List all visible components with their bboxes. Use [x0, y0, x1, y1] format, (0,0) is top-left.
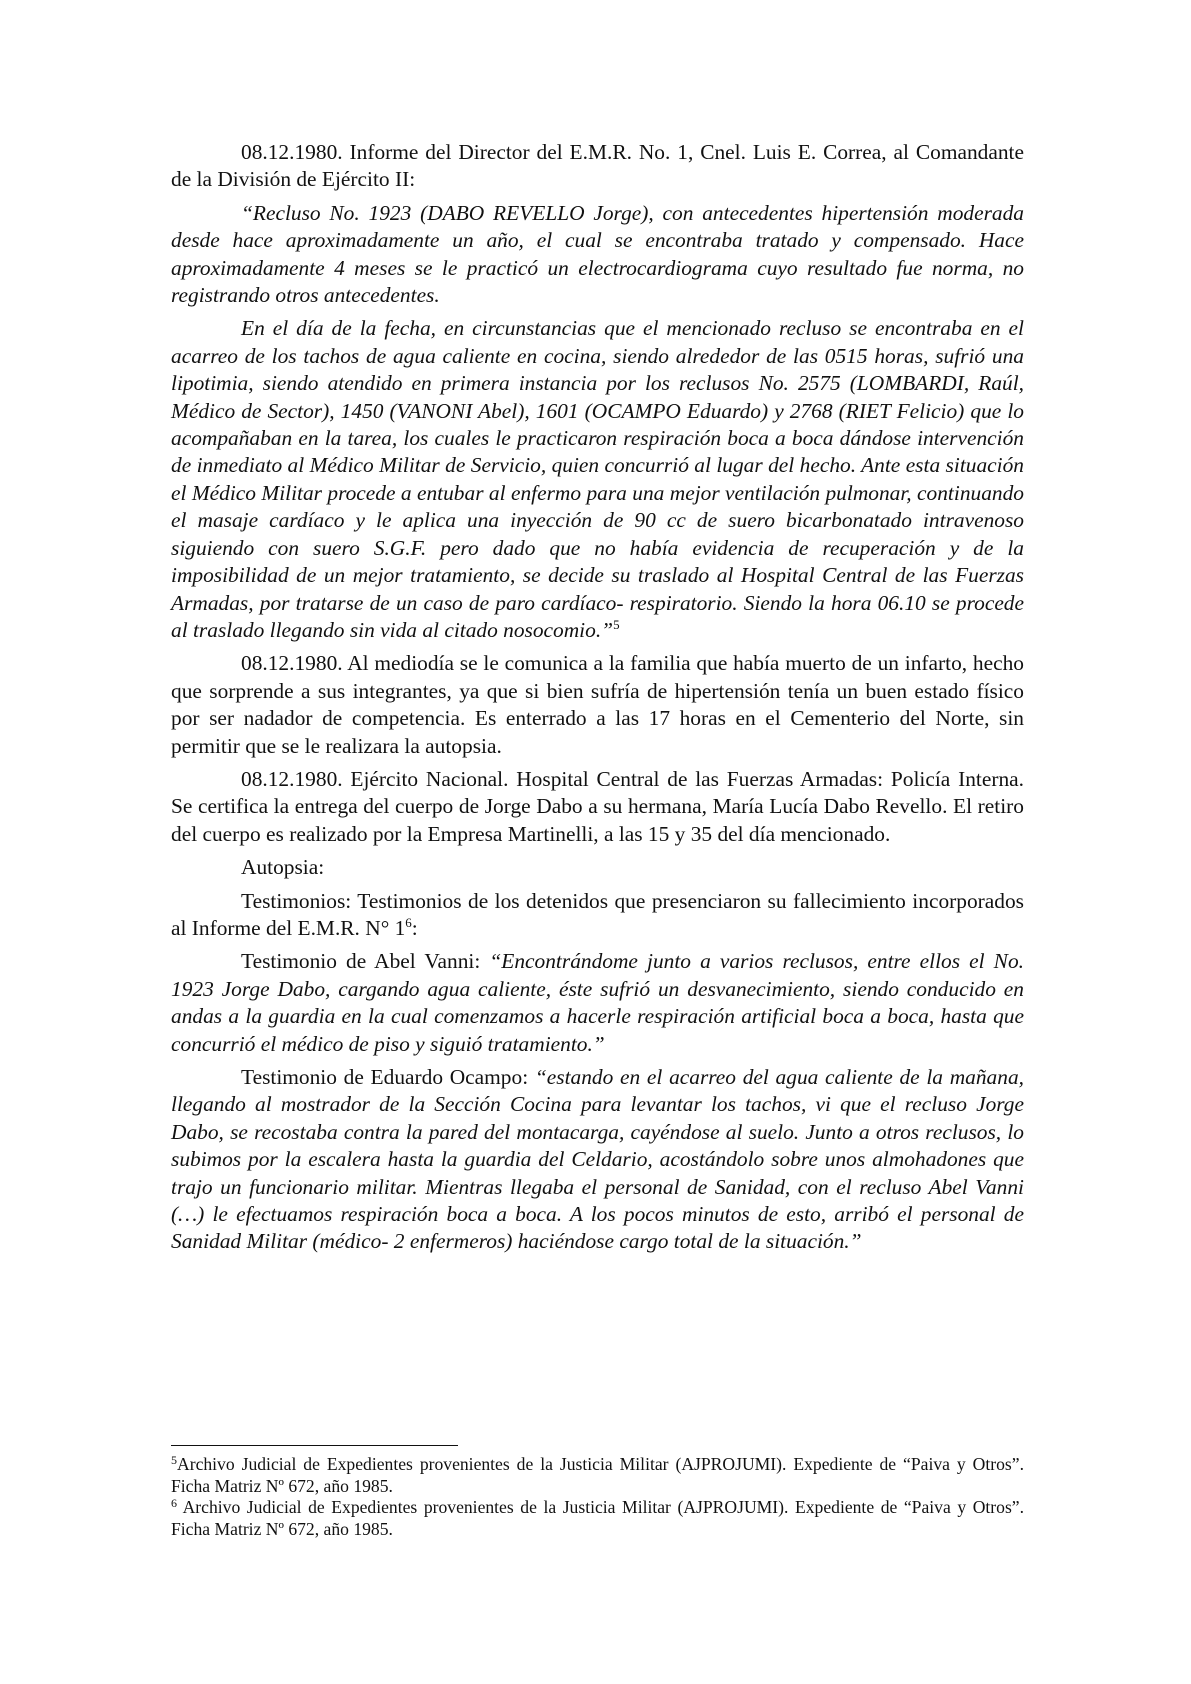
testimony-quote: “Encontrándome junto a varios reclusos, entre ellos el No. 1923 Jorge Dabo, cargando agua caliente, éste sufrió un desvanecimiento, siendo conducido en andas a la guardia en la cual comenzamos a hacerle respiración artificial boca a boca, hasta que concurrió el médico de piso y siguió tratamiento.” — [171, 949, 1024, 1056]
footnote-6 — [171, 1497, 1024, 1540]
footnote-mark: 5 — [171, 1453, 177, 1467]
paragraph-text: Autopsia: — [241, 855, 325, 880]
footnote-ref-5: 5 — [613, 616, 620, 632]
paragraph-text: En el día de la fecha, en circunstancias que el mencionado recluso se encontraba en el acarreo de los tachos de agua caliente en cocina, siendo alrededor de las 0515 horas, sufrió una lipotimia, siendo atendido en primera instancia por los reclusos No. 2575 (LOMBARDI, Raúl, Médico de Sector), 1450 (VANONI Abel), 1601 (OCAMPO Eduardo) y 2768 (RIET Felicio) que lo acompañaban en la tarea, los cuales le practicaron respiración boca a boca dándose intervención de inmediato al Médico Militar de Servicio, quien concurrió al lugar del hecho. Ante esta situación el Médico Militar procede a entubar al enfermo para una mejor ventilación pulmonar, continuando el masaje cardíaco y le aplica una inyección de 90 cc de suero bicarbonatado intravenoso siguiendo con suero S.G.F. pero dado que no había evidencia de recuperación y de la imposibilidad de un mejor tratamiento, se decide su traslado al Hospital Central de las Fuerzas Armadas, por tratarse de un caso de paro cardíaco- respiratorio. Siendo la hora 06.10 se procede al traslado llegando sin vida al citado nosocomio.” — [171, 316, 1024, 642]
footnote-text: Archivo Judicial de Expedientes provenientes de la Justicia Militar (AJPROJUMI). Expediente de “Paiva y Otros”. Ficha Matriz Nº 672, año 1985. — [171, 1454, 1024, 1496]
document-body — [171, 139, 1024, 1262]
quote-paragraph-recluso — [171, 200, 1024, 310]
paragraph-text: 08.12.1980. Al mediodía se le comunica a la familia que había muerto de un infarto, hecho que sorprende a sus integrantes, ya que si bien sufría de hipertensión tenía un buen estado físico por ser nadador de competencia. Es enterrado a las 17 horas en el Cementerio del Norte, sin permitir que se le realizara la autopsia. — [171, 651, 1024, 758]
paragraph-testimonio-vanni — [171, 948, 1024, 1058]
paragraph-text: 08.12.1980. Informe del Director del E.M.R. No. 1, Cnel. Luis E. Correa, al Comandante de la División de Ejército II: — [171, 140, 1024, 192]
paragraph-text-end: : — [411, 915, 418, 940]
footnote-divider — [171, 1445, 458, 1446]
testimony-quote: “estando en el acarreo del agua caliente de la mañana, llegando al mostrador de la Sección Cocina para levantar los tachos, vi que el recluso Jorge Dabo, se recostaba contra la pared del montacarga, cayéndose al suelo. Junto a otros reclusos, lo subimos por la escalera hasta la guardia del Celdario, acostándolo sobre unos almohadones que trajo un funcionario militar. Mientras llegaba el personal de Sanidad, con el recluso Abel Vanni (…) le efectuamos respiración boca a boca. A los pocos minutos de esto, arribó el personal de Sanidad Militar (médico- 2 enfermeros) haciéndose cargo total de la situación.” — [171, 1065, 1024, 1254]
paragraph-text: 08.12.1980. Ejército Nacional. Hospital Central de las Fuerzas Armadas: Policía Interna. Se certifica la entrega del cuerpo de Jorge Dabo a su hermana, María Lucía Dabo Revello. El retiro del cuerpo es realizado por la Empresa Martinelli, a las 15 y 35 del día mencionado. — [171, 766, 1024, 846]
paragraph-testimonio-ocampo — [171, 1064, 1024, 1256]
paragraph-testimonios — [171, 888, 1024, 943]
testimony-lead: Testimonio de Abel Vanni: — [241, 949, 490, 974]
footnote-text: Archivo Judicial de Expedientes provenientes de la Justicia Militar (AJPROJUMI). Expediente de “Paiva y Otros”. Ficha Matriz Nº 672, año 1985. — [171, 1497, 1024, 1539]
paragraph-text: “Recluso No. 1923 (DABO REVELLO Jorge), con antecedentes hipertensión moderada desde hace aproximadamente un año, el cual se encontraba tratado y compensado. Hace aproximadamente 4 meses se le practicó un electrocardiograma cuyo resultado fue norma, no registrando otros antecedentes. — [171, 200, 1024, 308]
footnotes — [171, 1454, 1024, 1540]
paragraph-text: Testimonios: Testimonios de los detenidos que presenciaron su fallecimiento incorporados al Informe del E.M.R. N° 1 — [171, 888, 1024, 940]
paragraph-informe — [171, 139, 1024, 194]
footnote-mark: 6 — [171, 1496, 177, 1510]
paragraph-ejercito-nacional — [171, 766, 1024, 848]
footnote-ref-6: 6 — [405, 914, 412, 930]
paragraph-mediodia — [171, 650, 1024, 760]
footnote-5 — [171, 1454, 1024, 1497]
paragraph-autopsia — [171, 854, 1024, 881]
quote-paragraph-circunstancias — [171, 315, 1024, 644]
testimony-lead: Testimonio de Eduardo Ocampo: — [241, 1065, 535, 1089]
